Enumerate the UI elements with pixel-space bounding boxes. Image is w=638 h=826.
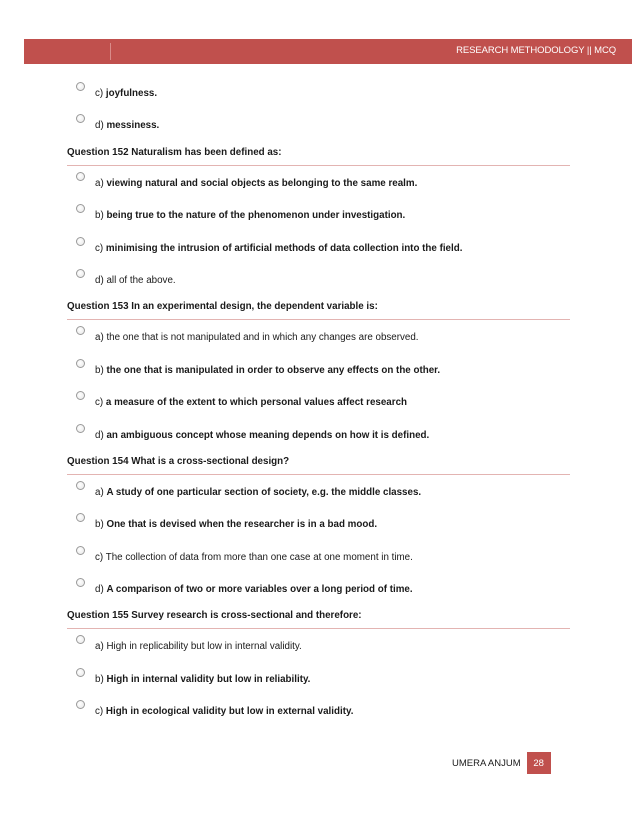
question-block [67,452,570,607]
option-text [95,584,413,595]
option-text [95,88,157,99]
option-answer: the one that is manipulated in order to observe any effects on the other. [106,364,441,376]
option-text [95,178,417,189]
question-title [67,297,570,320]
option-answer: joyfulness. [105,88,158,99]
radio-icon[interactable] [76,114,85,123]
radio-icon[interactable] [76,391,85,400]
option-letter: a) [95,332,104,344]
page-footer [452,752,551,774]
option-answer: viewing natural and social objects as belonging to the same realm. [106,177,418,189]
option-letter: a) [95,177,104,189]
option-answer: being true to the nature of the phenomenon under investigation. [106,210,406,222]
question-text: Question 152 Naturalism has been defined as: [67,146,282,158]
option-answer: High in internal validity but low in reliability. [106,673,311,685]
header-divider [110,43,111,60]
answer-option[interactable] [67,477,570,509]
option-text [95,332,419,343]
option-answer: minimising the intrusion of artificial methods of data collection into the field. [105,242,463,254]
option-text [95,430,429,441]
answer-option[interactable] [67,631,570,663]
option-text [95,397,407,408]
option-answer: all of the above. [106,274,176,286]
option-text [95,210,405,221]
answer-option[interactable] [67,696,570,728]
option-text [95,365,440,376]
radio-icon[interactable] [76,578,85,587]
option-answer: The collection of data from more than one case at one moment in time. [105,551,413,563]
option-letter: b) [95,210,104,222]
radio-icon[interactable] [76,668,85,677]
option-answer: High in ecological validity but low in external validity. [105,706,354,718]
option-text [95,706,353,717]
answer-option[interactable] [67,355,570,387]
option-answer: A study of one particular section of society, e.g. the middle classes. [106,486,422,498]
question-title [67,452,570,475]
option-letter: d) [95,584,104,596]
page-number: 28 [527,752,551,774]
option-letter: c) [95,397,104,409]
answer-option[interactable] [67,265,570,297]
answer-option[interactable] [67,233,570,265]
answer-option[interactable] [67,574,570,606]
option-answer: the one that is not manipulated and in which any changes are observed. [106,332,419,344]
question-list [67,143,570,729]
radio-icon[interactable] [76,82,85,91]
option-text [95,487,421,498]
answer-option[interactable] [67,168,570,200]
footer-author: UMERA ANJUM [452,757,521,769]
question-title [67,606,570,629]
option-text [95,552,413,563]
option-letter: d) [95,429,104,441]
option-answer: High in replicability but low in internal validity. [106,641,302,653]
question-text: Question 154 What is a cross-sectional design? [67,455,290,467]
option-text [95,243,462,254]
radio-icon[interactable] [76,481,85,490]
option-text [95,275,176,286]
option-text [95,641,302,652]
mcq-content [67,78,570,729]
option-answer: a measure of the extent to which personal values affect research [105,397,407,409]
radio-icon[interactable] [76,237,85,246]
option-text [95,674,310,685]
question-block [67,297,570,452]
question-title [67,143,570,166]
radio-icon[interactable] [76,513,85,522]
question-block [67,606,570,728]
option-text [95,519,377,530]
answer-option[interactable] [67,322,570,354]
option-letter: d) [95,274,104,286]
option-letter: a) [95,486,104,498]
option-answer: an ambiguous concept whose meaning depends on how it is defined. [106,429,430,441]
option-letter: b) [95,519,104,531]
answer-option[interactable] [67,200,570,232]
option-letter: b) [95,673,104,685]
answer-option[interactable] [67,664,570,696]
option-letter: d) [95,120,104,132]
option-letter: c) [95,88,104,99]
lead-options [67,78,570,143]
radio-icon[interactable] [76,172,85,181]
option-letter: a) [95,641,104,653]
radio-icon[interactable] [76,204,85,213]
header-title: RESEARCH METHODOLOGY || MCQ [456,45,616,56]
radio-icon[interactable] [76,269,85,278]
option-answer: A comparison of two or more variables over a long period of time. [106,584,413,596]
option-letter: c) [95,242,104,254]
option-answer: messiness. [106,120,160,132]
answer-option[interactable] [67,542,570,574]
radio-icon[interactable] [76,424,85,433]
radio-icon[interactable] [76,359,85,368]
option-letter: c) [95,706,104,718]
option-letter: c) [95,551,104,563]
question-text: Question 155 Survey research is cross-sectional and therefore: [67,610,362,622]
answer-option[interactable] [67,387,570,419]
question-block [67,143,570,298]
question-text: Question 153 In an experimental design, the dependent variable is: [67,301,378,313]
radio-icon[interactable] [76,700,85,709]
answer-option[interactable] [67,78,570,110]
option-text [95,120,159,131]
radio-icon[interactable] [76,635,85,644]
radio-icon[interactable] [76,326,85,335]
answer-option[interactable] [67,420,570,452]
answer-option[interactable] [67,110,570,142]
radio-icon[interactable] [76,546,85,555]
answer-option[interactable] [67,509,570,541]
option-letter: b) [95,364,104,376]
option-answer: One that is devised when the researcher is in a bad mood. [106,519,378,531]
header-band [24,39,632,64]
